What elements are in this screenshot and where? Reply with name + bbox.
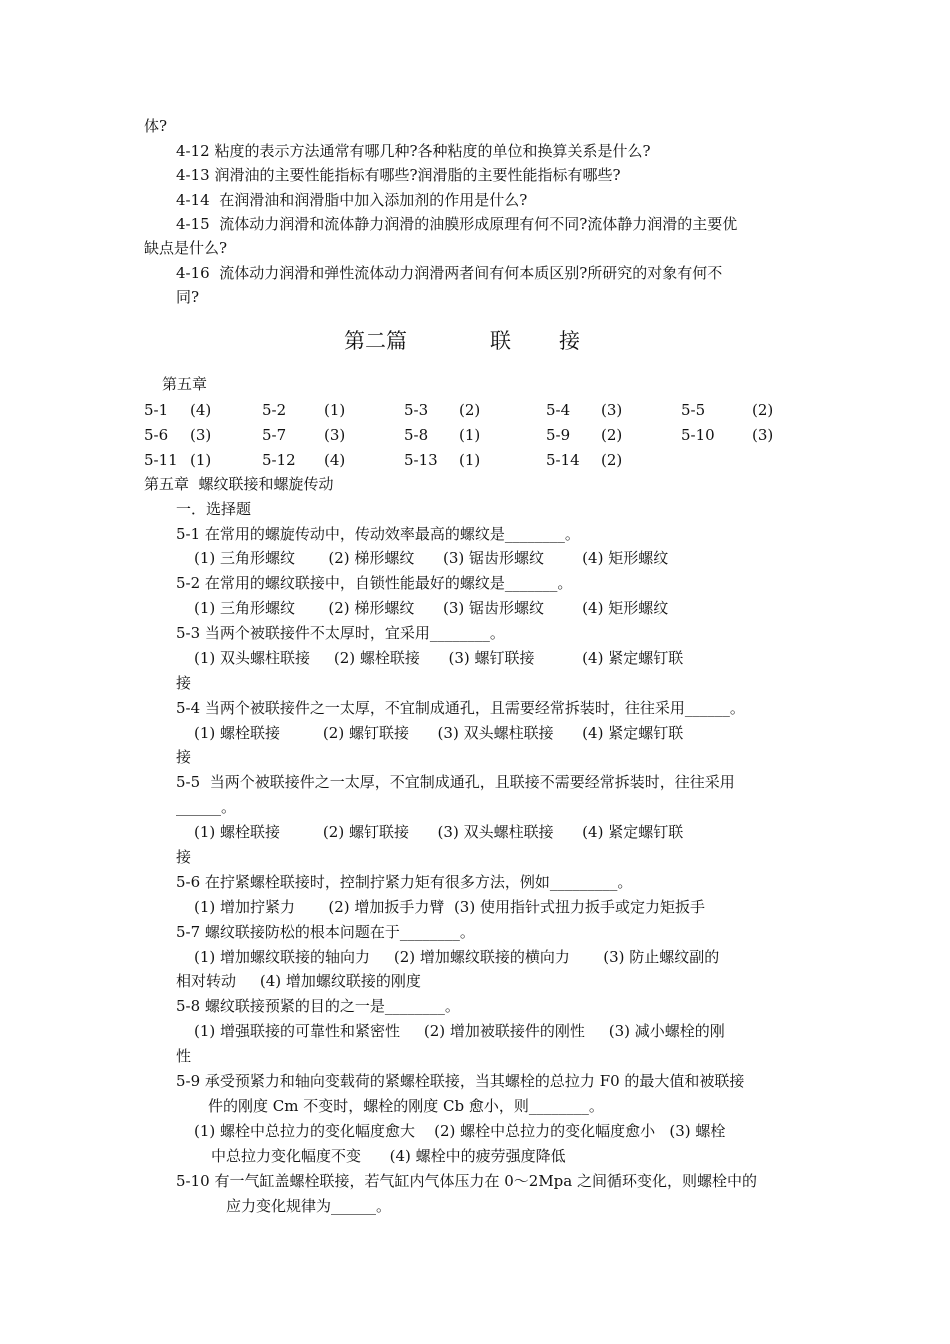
question-line: 接 — [176, 674, 192, 692]
question-line: 接 — [176, 848, 192, 866]
answer-number: 5-14 — [546, 451, 580, 469]
answer-value: (4) — [324, 451, 346, 469]
text-line: 体? — [144, 117, 168, 135]
answer-value: (2) — [752, 401, 774, 419]
question-line: 5-10 有一气缸盖螺栓联接，若气缸内气体压力在 0～2Mpa 之间循环变化，则螺栓中的 — [176, 1172, 757, 1190]
answer-value: (1) — [190, 451, 212, 469]
part-title-word: 接 — [559, 329, 580, 353]
answer-number: 5-13 — [404, 451, 438, 469]
answer-number: 5-5 — [681, 401, 706, 419]
answer-chapter-label: 第五章 — [162, 375, 208, 393]
question-4-14: 4-14 在润滑油和润滑脂中加入添加剂的作用是什么? — [176, 191, 528, 209]
answer-number: 5-12 — [262, 451, 296, 469]
question-line: 5-2 在常用的螺纹联接中，自锁性能最好的螺纹是_______。 — [176, 574, 573, 592]
question-line: (1) 增强联接的可靠性和紧密性 (2) 增加被联接件的刚性 (3) 减小螺栓的刚 — [194, 1022, 725, 1040]
question-line: (1) 螺栓中总拉力的变化幅度愈大 (2) 螺栓中总拉力的变化幅度愈小 (3) 螺栓 — [194, 1122, 726, 1140]
answer-value: (3) — [190, 426, 212, 444]
answer-number: 5-8 — [404, 426, 429, 444]
answer-value: (4) — [190, 401, 212, 419]
question-line: 5-7 螺纹联接防松的根本问题在于________。 — [176, 923, 475, 941]
question-line: 5-8 螺纹联接预紧的目的之一是________。 — [176, 997, 460, 1015]
question-line: 5-5 当两个被联接件之一太厚，不宜制成通孔，且联接不需要经常拆装时，往往采用 — [176, 773, 735, 791]
question-line: 5-1 在常用的螺旋传动中，传动效率最高的螺纹是________。 — [176, 525, 580, 543]
question-line: 中总拉力变化幅度不变 (4) 螺栓中的疲劳强度降低 — [211, 1147, 566, 1165]
question-4-12: 4-12 粘度的表示方法通常有哪几种?各种粘度的单位和换算关系是什么? — [176, 142, 651, 160]
question-line: (1) 三角形螺纹 (2) 梯形螺纹 (3) 锯齿形螺纹 (4) 矩形螺纹 — [194, 549, 669, 567]
text-line: 同? — [176, 288, 200, 306]
question-line: 5-9 承受预紧力和轴向变载荷的紧螺栓联接，当其螺栓的总拉力 F0 的最大值和被联接 — [176, 1072, 745, 1090]
question-line: 应力变化规律为______。 — [226, 1197, 392, 1215]
answer-value: (3) — [324, 426, 346, 444]
answer-number: 5-11 — [144, 451, 178, 469]
answer-number: 5-1 — [144, 401, 169, 419]
answer-value: (3) — [601, 401, 623, 419]
question-4-13: 4-13 润滑油的主要性能指标有哪些?润滑脂的主要性能指标有哪些? — [176, 166, 621, 184]
answer-value: (1) — [459, 451, 481, 469]
question-line: 相对转动 (4) 增加螺纹联接的刚度 — [176, 972, 421, 990]
answer-number: 5-9 — [546, 426, 571, 444]
question-line: (1) 螺栓联接 (2) 螺钉联接 (3) 双头螺柱联接 (4) 紧定螺钉联 — [194, 724, 684, 742]
answer-value: (1) — [324, 401, 346, 419]
question-line: 件的刚度 Cm 不变时，螺栓的刚度 Cb 愈小，则________。 — [208, 1097, 604, 1115]
part-title-word: 联 — [490, 329, 511, 353]
answer-number: 5-2 — [262, 401, 287, 419]
question-line: 一．选择题 — [176, 500, 252, 518]
part-number: 第二篇 — [344, 329, 407, 353]
question-line: (1) 螺栓联接 (2) 螺钉联接 (3) 双头螺柱联接 (4) 紧定螺钉联 — [194, 823, 684, 841]
question-line: ______。 — [176, 798, 237, 816]
question-4-15: 4-15 流体动力润滑和流体静力润滑的油膜形成原理有何不同?流体静力润滑的主要优 — [176, 215, 738, 233]
text-line: 缺点是什么? — [144, 239, 228, 257]
question-line: 性 — [176, 1047, 192, 1065]
question-line: (1) 增加螺纹联接的轴向力 (2) 增加螺纹联接的横向力 (3) 防止螺纹副的 — [194, 948, 720, 966]
answer-number: 5-3 — [404, 401, 429, 419]
answer-value: (2) — [601, 451, 623, 469]
question-line: 5-6 在拧紧螺栓联接时，控制拧紧力矩有很多方法，例如_________。 — [176, 873, 633, 891]
answer-value: (3) — [752, 426, 774, 444]
answer-value: (2) — [601, 426, 623, 444]
question-line: (1) 增加拧紧力 (2) 增加扳手力臂 (3) 使用指针式扭力扳手或定力矩扳手 — [194, 898, 705, 916]
question-line: 接 — [176, 748, 192, 766]
answer-number: 5-7 — [262, 426, 287, 444]
question-line: (1) 双头螺柱联接 (2) 螺栓联接 (3) 螺钉联接 (4) 紧定螺钉联 — [194, 649, 684, 667]
answer-number: 5-6 — [144, 426, 169, 444]
question-4-16: 4-16 流体动力润滑和弹性流体动力润滑两者间有何本质区别?所研究的对象有何不 — [176, 264, 723, 282]
question-line: 5-4 当两个被联接件之一太厚，不宜制成通孔，且需要经常拆装时，往往采用______。 — [176, 699, 745, 717]
question-line: 第五章 螺纹联接和螺旋传动 — [144, 475, 334, 493]
answer-number: 5-4 — [546, 401, 571, 419]
question-line: 5-3 当两个被联接件不太厚时，宜采用________。 — [176, 624, 505, 642]
question-line: (1) 三角形螺纹 (2) 梯形螺纹 (3) 锯齿形螺纹 (4) 矩形螺纹 — [194, 599, 669, 617]
answer-number: 5-10 — [681, 426, 715, 444]
answer-value: (1) — [459, 426, 481, 444]
answer-value: (2) — [459, 401, 481, 419]
